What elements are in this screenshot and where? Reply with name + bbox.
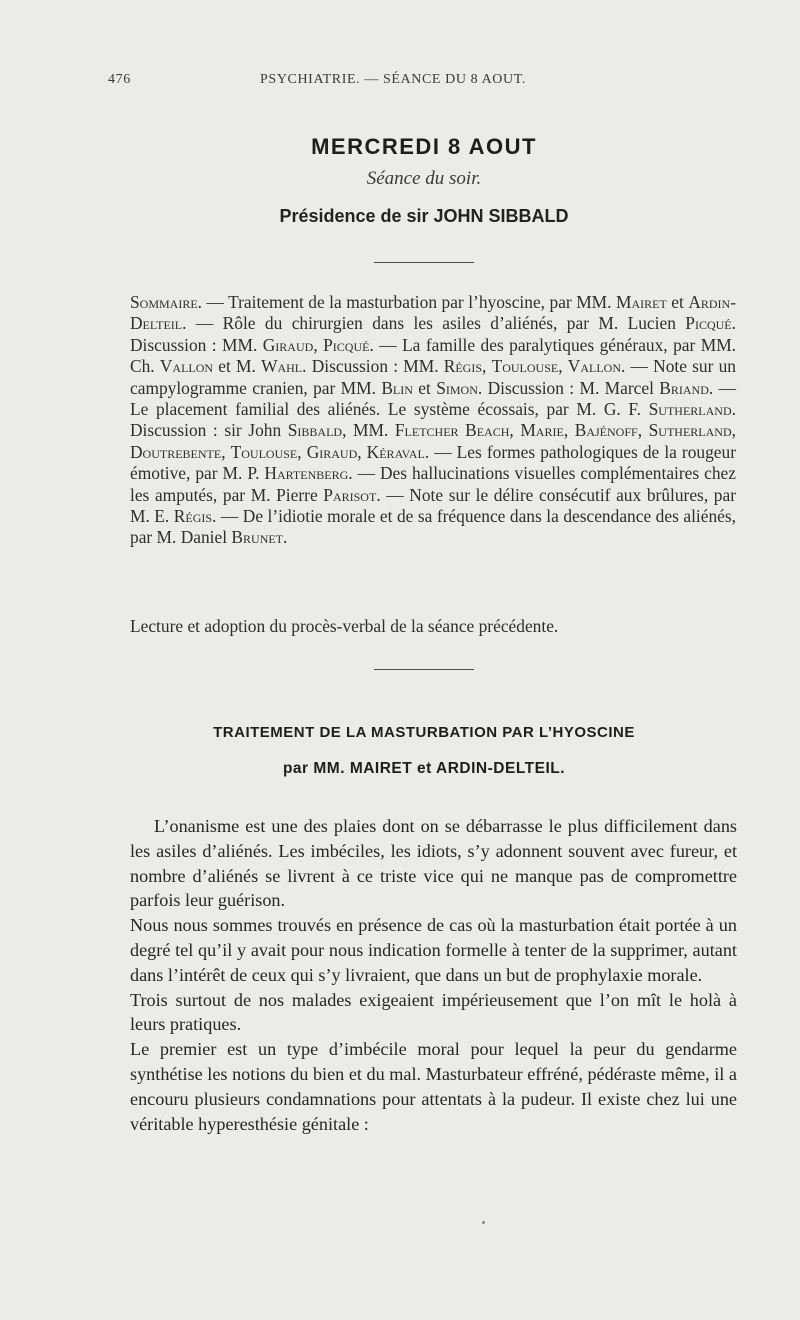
author-name: Toulouse <box>491 356 559 377</box>
sommaire-text: , <box>637 420 649 441</box>
author-name: Briand <box>659 377 709 398</box>
sommaire-text: , MM. <box>342 420 395 441</box>
running-title: PSYCHIATRIE. — SÉANCE DU 8 AOUT. <box>260 72 526 87</box>
article-body <box>130 814 737 1136</box>
body-paragraph: L’onanisme est une des plaies dont on se débarrasse le plus difficilement dans les asiles d’aliénés. Les imbéciles, les idiots, s’y adonnent souvent avec fureur, et nombre d’aliénés se livrent à ce triste vice qui ne manque pas de compromettre parfois leur guérison. <box>130 816 737 911</box>
sommaire-label: Sommaire. <box>130 292 203 312</box>
paper-speck <box>482 1221 485 1224</box>
author-name: Simon <box>436 377 478 398</box>
author-name: Régis <box>443 356 483 377</box>
sommaire-text: , <box>357 441 367 462</box>
sommaire-paragraph <box>130 292 736 549</box>
sommaire-text: , <box>563 420 575 441</box>
sommaire-text: , <box>313 334 324 355</box>
sommaire-body <box>130 292 736 547</box>
body-paragraph: Nous nous sommes trouvés en présence de cas où la masturbation était portée à un degré tel qu’il y avait pour nous indication formelle à tenter de la supprimer, autant dans l’intérêt de ceux qui s’y livraient, que dans un but de prophylaxie morale. <box>130 915 737 985</box>
sommaire-text: . — Le placement familial des aliénés. Le système écossais, par M. G. F. <box>130 377 737 420</box>
author-name: Sutherland <box>648 420 732 441</box>
author-name: Bajénoff <box>574 420 638 441</box>
sommaire-text: et <box>666 292 689 312</box>
sommaire-text: . Discussion : MM. <box>130 313 736 355</box>
author-name: Ardin-Delteil <box>130 292 737 334</box>
sommaire-text: , <box>221 441 231 462</box>
author-name: Picqué <box>685 313 732 334</box>
author-name: Giraud <box>306 441 358 462</box>
author-name: Wahl <box>261 356 303 377</box>
sommaire-text: . Discussion : MM. <box>302 356 444 377</box>
page-number: 476 <box>108 72 131 87</box>
author-name: Fletcher Beach <box>394 420 510 441</box>
author-name: Sutherland <box>648 399 732 420</box>
presidence-line: Présidence de sir JOHN SIBBALD <box>279 206 569 226</box>
body-paragraph: Le premier est un type d’imbécile moral pour lequel la peur du gendarme synthétise les notions du bien et du mal. Masturbateur effréné, pédéraste même, il a encouru plusieurs condamnations pour attentats à la pudeur. Il existe chez lui une véritable hyperesthésie génitale : <box>130 1039 737 1134</box>
sommaire-text: . — Des hallucinations visuelles complémentaires chez les amputés, par M. Pierre <box>130 463 736 505</box>
author-name: Marie <box>520 420 564 441</box>
session-title: MERCREDI 8 AOUT <box>311 134 537 159</box>
author-name: Sibbald <box>287 420 343 441</box>
separator-rule <box>374 262 474 263</box>
sommaire-text: . — Les formes pathologiques de la rougeur émotive, par M. P. <box>130 441 737 484</box>
session-subtitle: Séance du soir. <box>366 168 482 189</box>
article-authors: par MM. MAIRET et ARDIN-DELTEIL. <box>282 760 566 777</box>
author-name: Hartenberg <box>264 463 349 484</box>
sommaire-text: — Traitement de la masturbation par l’hyoscine, par MM. <box>202 292 616 312</box>
sommaire-text: . — La famille des paralytiques généraux, par MM. Ch. <box>130 334 737 377</box>
sommaire-text: , <box>297 441 307 462</box>
sommaire-text: , <box>482 356 492 377</box>
article-title: TRAITEMENT DE LA MASTURBATION PAR L’HYOSCINE <box>213 724 635 741</box>
sommaire-text: . <box>283 527 288 548</box>
sommaire-text: . — Note sur un campylogramme cranien, par MM. <box>130 356 736 398</box>
sommaire-text: . — De l’idiotie morale et de sa fréquence dans la descendance des aliénés, par M. Daniel <box>130 506 736 548</box>
author-name: Vallon <box>159 356 214 377</box>
sommaire-text: , <box>558 356 568 377</box>
author-name: Mairet <box>615 292 667 312</box>
author-name: Toulouse <box>230 441 298 462</box>
author-name: Picqué <box>323 334 370 355</box>
author-name: Régis <box>173 506 213 527</box>
sommaire-text: et M. <box>213 356 262 377</box>
body-paragraph: Trois surtout de nos malades exigeaient impérieusement que l’on mît le holà à leurs pratiques. <box>130 989 737 1035</box>
sommaire-text: . Discussion : sir John <box>130 399 736 441</box>
author-name: Blin <box>381 377 413 398</box>
author-name: Kéraval <box>366 441 425 462</box>
author-name: Parisot <box>323 484 377 505</box>
sommaire-text: , <box>731 420 736 441</box>
author-name: Vallon <box>567 356 621 377</box>
sommaire-text: et <box>412 377 437 398</box>
lecture-line: Lecture et adoption du procès-verbal de la séance précédente. <box>130 616 559 636</box>
sommaire-text: . — Note sur le délire consécutif aux brûlures, par M. E. <box>130 484 736 527</box>
sommaire-text: . — Rôle du chirurgien dans les asiles d’aliénés, par M. Lucien <box>182 313 686 334</box>
sommaire-text: . Discussion : M. Marcel <box>477 377 660 398</box>
author-name: Doutrebente <box>130 441 222 462</box>
separator-rule <box>374 669 474 670</box>
author-name: Brunet <box>231 527 284 548</box>
sommaire-text: , <box>509 420 521 441</box>
author-name: Giraud <box>262 334 314 355</box>
